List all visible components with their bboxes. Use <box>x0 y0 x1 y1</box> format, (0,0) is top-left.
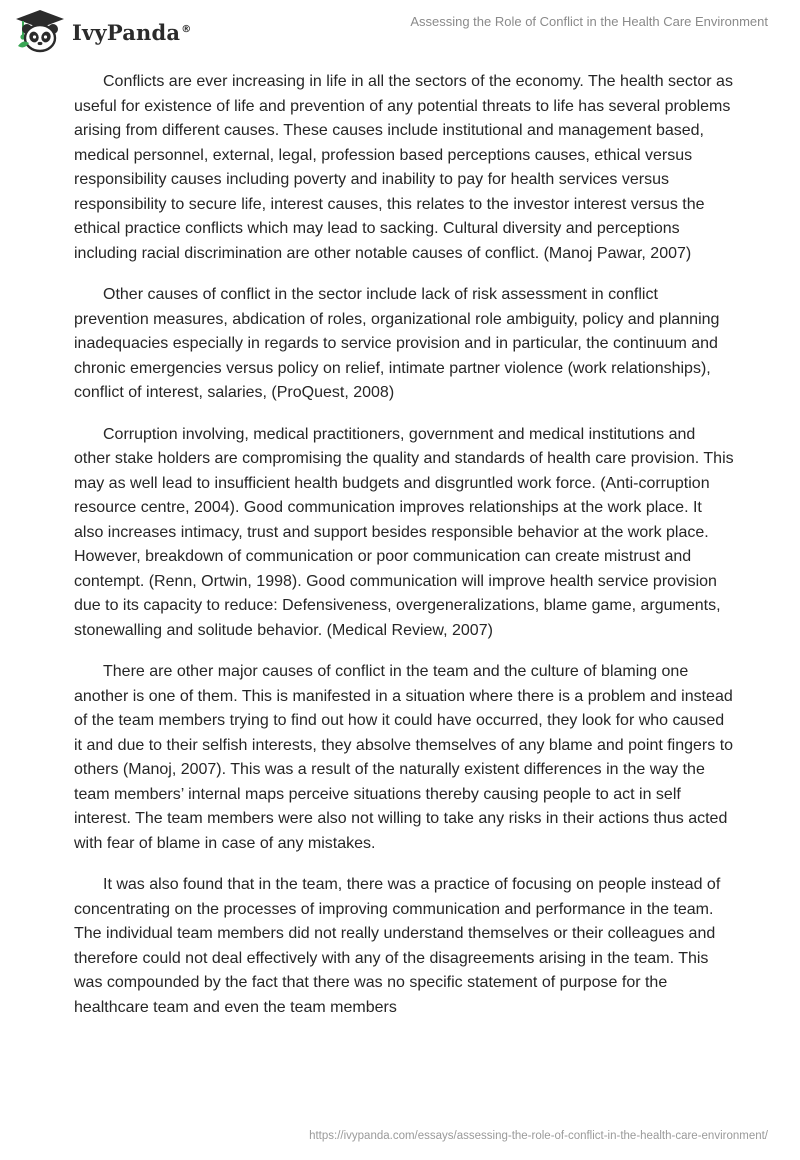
logo-wordmark: IvyPanda® <box>72 19 192 45</box>
paragraph-1: Conflicts are ever increasing in life in all the sectors of the economy. The health sector as useful for existence of life and prevention of any potential threats to life has several problems arising from different causes. These causes include institutional and management based, medical personnel, external, legal, profession based perceptions causes, ethical versus responsibility causes including poverty and inability to pay for health services versus responsibility to secure life, interest causes, this relates to the investor interest versus the ethical practice conflicts which may lead to sacking. Cultural diversity and perceptions including racial discrimination are other notable causes of conflict. (Manoj Pawar, 2007) <box>74 73 733 262</box>
ivypanda-logo[interactable] <box>14 8 191 54</box>
paragraph-3: Corruption involving, medical practitioners, government and medical institutions and other stake holders are compromising the quality and standards of health care provision. This may as well lead to insufficient health budgets and disgruntled work force. (Anti-corruption resource centre, 2004). Good communication improves relationships at the work place. It also increases intimacy, trust and support besides responsible behavior at the work place. However, breakdown of communication or poor communication can create mistrust and contempt. (Renn, Ortwin, 1998). Good communication will improve health service provision due to its capacity to reduce: Defensiveness, overgeneralizations, blame game, arguments, stonewalling and solitude behavior. (Medical Review, 2007) <box>74 425 734 639</box>
page-header <box>0 0 800 60</box>
source-url[interactable]: https://ivypanda.com/essays/assessing-the-role-of-conflict-in-the-health-care-environment/ <box>309 1130 768 1142</box>
document-title: Assessing the Role of Conflict in the Health Care Environment <box>410 14 768 29</box>
paragraph-2: Other causes of conflict in the sector include lack of risk assessment in conflict prevention measures, abdication of roles, organizational role ambiguity, policy and planning inadequacies especially in regards to service provision and in particular, the continuum and chronic emergencies versus policy on relief, intimate partner violence (work relationships), conflict of interest, salaries, (ProQuest, 2008) <box>74 286 720 401</box>
registered-mark: ® <box>181 23 192 35</box>
essay-body <box>74 70 734 1037</box>
paragraph-4: There are other major causes of conflict in the team and the culture of blaming one another is one of them. This is manifested in a situation where there is a problem and instead of the team members trying to find out how it could have occurred, they look for who caused it and due to their selfish interests, they absolve themselves of any blame and point fingers to others (Manoj, 2007). This was a result of the naturally existent differences in the way the team members’ internal maps perceive situations thereby causing people to act in self interest. The team members were also not willing to take any risks in their actions thus acted with fear of blame in case of any mistakes. <box>74 663 734 852</box>
paragraph-5: It was also found that in the team, there was a practice of focusing on people instead of concentrating on the processes of improving communication and performance in the team. The individual team members did not really understand themselves or their colleagues and therefore could not deal effectively with any of the disagreements arising in the team. This was compounded by the fact that there was no specific statement of purpose for the healthcare team and even the team members <box>74 876 721 1016</box>
panda-graduation-cap-icon <box>14 8 66 54</box>
